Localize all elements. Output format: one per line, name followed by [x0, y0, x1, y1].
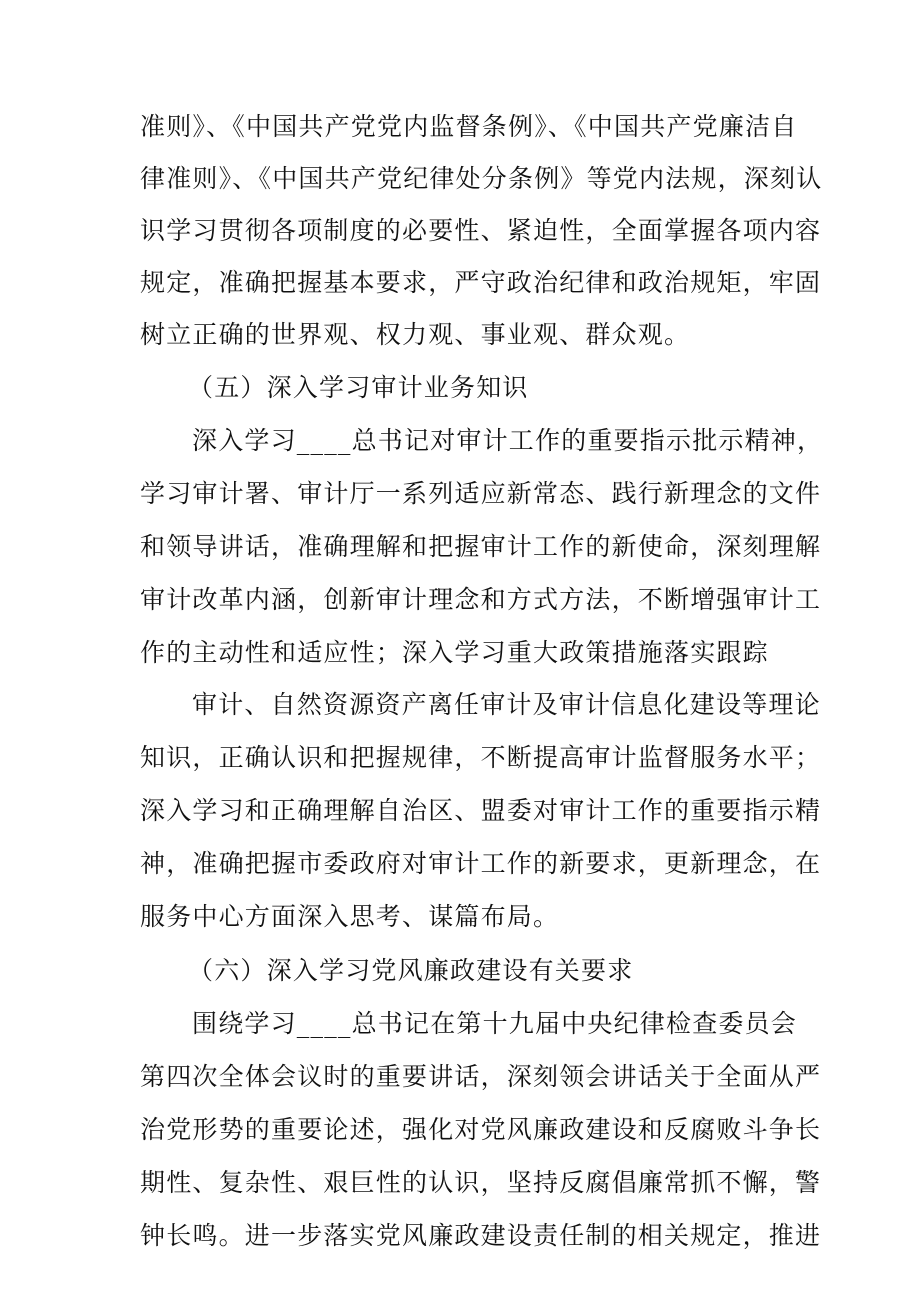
paragraph-line: 服务中心方面深入思考、谋篇布局。: [140, 902, 560, 931]
section-heading-5: （五）深入学习审计业务知识: [188, 373, 529, 402]
paragraph-line: 规定，准确把握基本要求，严守政治纪律和政治规矩，牢固: [140, 268, 822, 297]
paragraph-line: 钟长鸣。进一步落实党风廉政建设责任制的相关规定，推进: [140, 1221, 822, 1250]
paragraph-line: 作的主动性和适应性；深入学习重大政策措施落实跟踪: [140, 638, 769, 667]
paragraph-line: 治党形势的重要论述，强化对党风廉政建设和反腐败斗争长: [140, 1115, 822, 1144]
paragraph-line: 知识，正确认识和把握规律，不断提高审计监督服务水平；: [140, 743, 822, 772]
paragraph-line: 审计改革内涵，创新审计理念和方式方法，不断增强审计工: [140, 585, 822, 614]
paragraph-line: 围绕学习____总书记在第十九届中央纪律检查委员会: [192, 1009, 798, 1038]
paragraph-line: 树立正确的世界观、权力观、事业观、群众观。: [140, 320, 691, 349]
paragraph-line: 第四次全体会议时的重要讲话，深刻领会讲话关于全面从严: [140, 1062, 822, 1091]
paragraph-line: 深入学习和正确理解自治区、盟委对审计工作的重要指示精: [140, 796, 822, 825]
paragraph-line: 深入学习____总书记对审计工作的重要指示批示精神，: [192, 426, 824, 455]
paragraph-line: 审计、自然资源资产离任审计及审计信息化建设等理论: [192, 690, 821, 719]
paragraph-line: 学习审计署、审计厅一系列适应新常态、践行新理念的文件: [140, 479, 822, 508]
paragraph-line: 神，准确把握市委政府对审计工作的新要求，更新理念，在: [140, 849, 822, 878]
paragraph-line: 和领导讲话，准确理解和把握审计工作的新使命，深刻理解: [140, 532, 822, 561]
paragraph-line: 律准则》、《中国共产党纪律处分条例》等党内法规，深刻认: [140, 164, 823, 193]
paragraph-line: 期性、复杂性、艰巨性的认识，坚持反腐倡廉常抓不懈，警: [140, 1168, 822, 1197]
section-heading-6: （六）深入学习党风廉政建设有关要求: [188, 956, 634, 985]
paragraph-line: 识学习贯彻各项制度的必要性、紧迫性，全面掌握各项内容: [140, 216, 822, 245]
paragraph-line: 准则》、《中国共产党党内监督条例》、《中国共产党廉洁自: [140, 112, 798, 141]
